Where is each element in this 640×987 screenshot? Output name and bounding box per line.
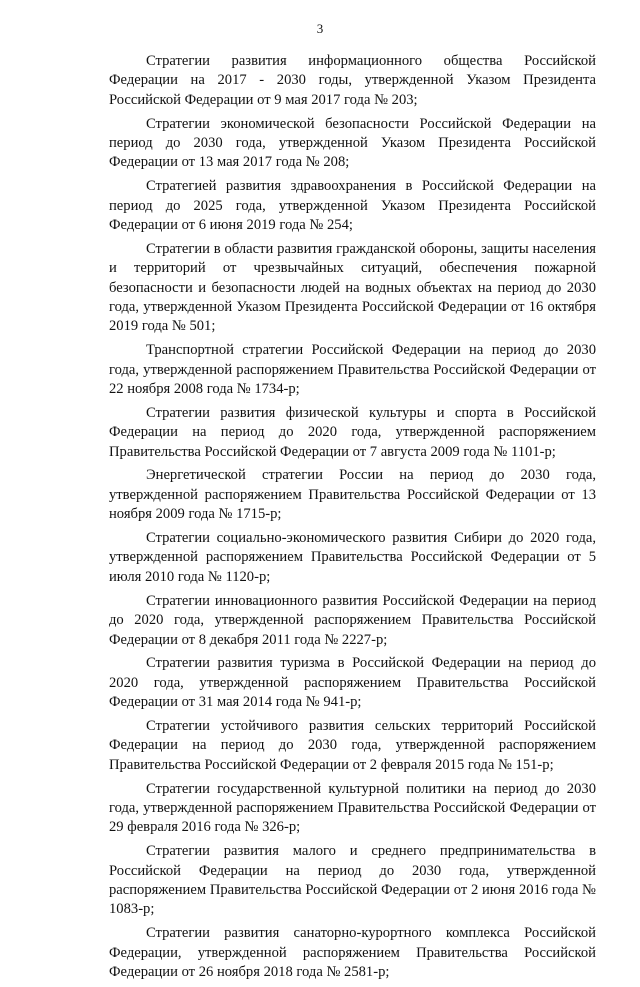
paragraph: Стратегии развития санаторно-курортного комплекса Российской Федерации, утвержденной распоряжением Правительства Российской Федерации от 26 ноября 2018 года № 2581-р;	[109, 925, 596, 980]
document-body	[109, 52, 596, 987]
paragraph: Стратегией развития здравоохранения в Российской Федерации на период до 2025 года, утвержденной Указом Президента Российской Федерации от 6 июня 2019 года № 254;	[109, 178, 596, 234]
paragraph: Стратегии развития туризма в Российской Федерации на период до 2020 года, утвержденной распоряжением Правительства Российской Федерации от 31 мая 2014 года № 941-р;	[109, 655, 596, 711]
paragraph: Стратегии в области развития гражданской обороны, защиты населения и территорий от чрезвычайных ситуаций, обеспечения пожарной безопасности и безопасности людей на водных объектах на период до 2030 года, утвержденной Указом Президента Российской Федерации от 16 октября 2019 года № 501;	[109, 240, 596, 335]
paragraph: Стратегии инновационного развития Российской Федерации на период до 2020 года, утвержденной распоряжением Правительства Российской Федерации от 8 декабря 2011 года № 2227-р;	[109, 592, 596, 648]
paragraph: Стратегии устойчивого развития сельских территорий Российской Федерации на период до 2030 года, утвержденной распоряжением Правительства Российской Федерации от 2 февраля 2015 года № 151-р;	[109, 717, 596, 773]
paragraph: Стратегии экономической безопасности Российской Федерации на период до 2030 года, утвержденной Указом Президента Российской Федерации от 13 мая 2017 года № 208;	[109, 115, 596, 171]
paragraph: Стратегии развития малого и среднего предпринимательства в Российской Федерации на период до 2030 года, утвержденной распоряжением Правительства Российской Федерации от 2 июня 2016 года № 1083-р;	[109, 843, 596, 918]
paragraph: Стратегии развития физической культуры и спорта в Российской Федерации на период до 2020 года, утвержденной распоряжением Правительства Российской Федерации от 7 августа 2009 года № 1101-р;	[109, 404, 596, 460]
paragraph: Стратегии развития информационного общества Российской Федерации на 2017 - 2030 годы, утвержденной Указом Президента Российской Федерации от 9 мая 2017 года № 203;	[109, 53, 596, 108]
paragraph: Транспортной стратегии Российской Федерации на период до 2030 года, утвержденной распоряжением Правительства Российской Федерации от 22 ноября 2008 года № 1734-р;	[109, 342, 596, 398]
paragraph: Стратегии государственной культурной политики на период до 2030 года, утвержденной распоряжением Правительства Российской Федерации от 29 февраля 2016 года № 326-р;	[109, 780, 596, 836]
paragraph: Стратегии социально-экономического развития Сибири до 2020 года, утвержденной распоряжением Правительства Российской Федерации от 5 июля 2010 года № 1120-р;	[109, 530, 596, 585]
page-number: 3	[316, 21, 324, 36]
paragraph: Энергетической стратегии России на период до 2030 года, утвержденной распоряжением Правительства Российской Федерации от 13 ноября 2009 года № 1715-р;	[109, 467, 596, 523]
